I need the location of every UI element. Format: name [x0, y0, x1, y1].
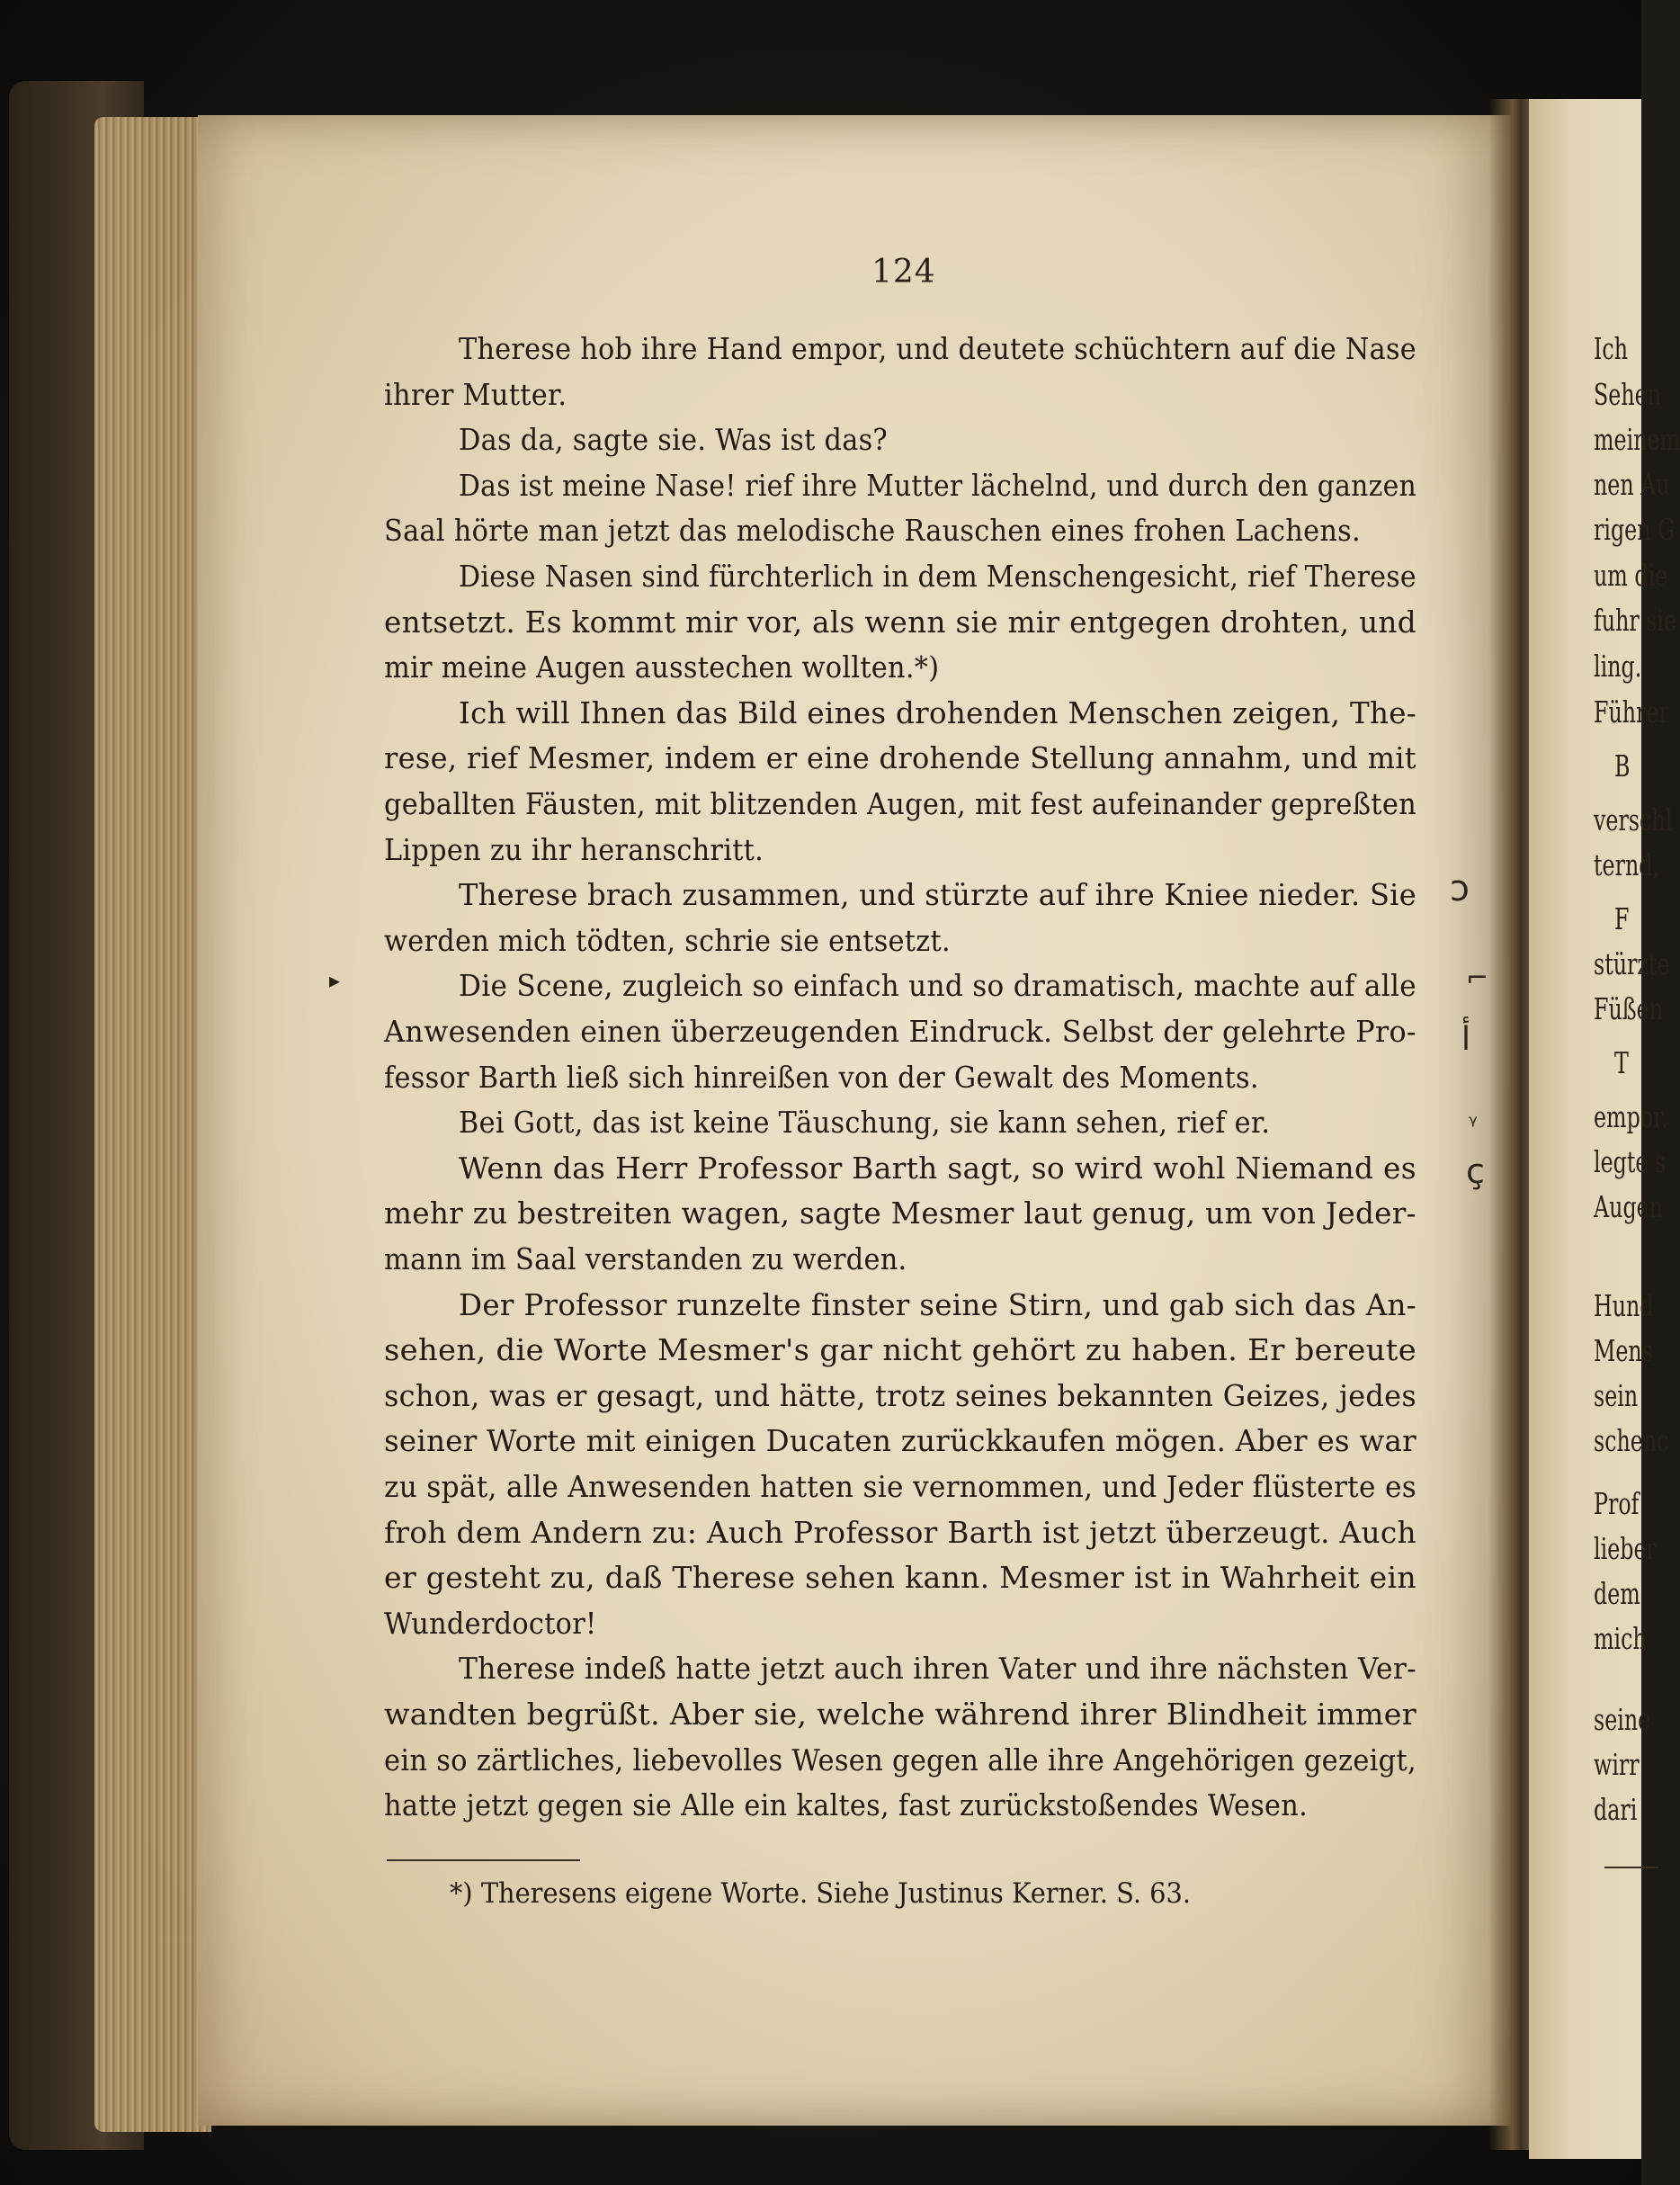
text-line: rese, rief Mesmer, indem er eine drohende Stellung annahm, und mit [384, 740, 1416, 776]
facing-footnote-rule [1604, 1867, 1658, 1868]
page-edges [94, 117, 211, 2132]
text-line: froh dem Andern zu: Auch Professor Barth ist jetzt überzeugt. Auch [384, 1514, 1416, 1550]
facing-page-fragment: stürzte [1594, 946, 1670, 981]
text-line: Therese brach zusammen, und stürzte auf ihre Kniee nieder. Sie [459, 877, 1416, 913]
facing-page [1529, 99, 1680, 2159]
margin-mark: ↄ [1450, 868, 1470, 909]
text-line: Therese indeß hatte jetzt auch ihren Vater und ihre nächsten Ver- [459, 1651, 1416, 1687]
text-line: seiner Worte mit einigen Ducaten zurückkaufen mögen. Aber es war [384, 1423, 1416, 1459]
facing-page-fragment: empor. [1594, 1099, 1668, 1134]
text-line: ihrer Mutter. [384, 376, 567, 412]
text-line: mann im Saal verstanden zu werden. [384, 1241, 907, 1276]
text-line: hatte jetzt gegen sie Alle ein kaltes, fast zurückstoßendes Wesen. [384, 1787, 1309, 1823]
text-line: er gesteht zu, daß Therese sehen kann. Mesmer ist in Wahrheit ein [384, 1560, 1416, 1596]
facing-page-fragment: mich [1594, 1621, 1647, 1656]
facing-page-fragment: Hund [1594, 1288, 1654, 1323]
text-line: Der Professor runzelte finster seine Stirn, und gab sich das An- [459, 1286, 1416, 1322]
facing-page-fragment: meinem [1594, 422, 1680, 457]
page-number: 124 [871, 254, 936, 291]
text-line: geballten Fäusten, mit blitzenden Augen, mit fest aufeinander gepreßten [384, 786, 1416, 821]
text-line: mir meine Augen ausstechen wollten.*) [384, 649, 940, 685]
facing-page-fragment: Ich [1594, 331, 1629, 366]
text-line: Bei Gott, das ist keine Täuschung, sie kann sehen, rief er. [459, 1105, 1271, 1141]
text-line: wandten begrüßt. Aber sie, welche während ihrer Blindheit immer [384, 1697, 1417, 1732]
facing-page-fragment: F [1614, 901, 1630, 936]
text-line: Wunderdoctor! [384, 1605, 597, 1641]
facing-page-fragment: dem [1594, 1576, 1640, 1611]
margin-mark: ▸ [329, 968, 341, 993]
facing-page-fragment: rigen G [1594, 512, 1676, 547]
facing-page-fragment: verschl [1594, 802, 1673, 837]
facing-page-fragment: lieber [1594, 1531, 1657, 1566]
margin-mark: ᵞ [1469, 1111, 1478, 1138]
text-line: entsetzt. Es kommt mir vor, als wenn sie mir entgegen drohten, und [384, 604, 1416, 640]
facing-page-fragment: Sehen [1594, 377, 1662, 412]
text-line: Diese Nasen sind fürchterlich in dem Menschengesicht, rief Therese [459, 559, 1416, 594]
facing-page-fragment: schenc [1594, 1423, 1669, 1458]
text-line: Wenn das Herr Professor Barth sagt, so wird wohl Niemand es [459, 1150, 1416, 1186]
footnote: *) Theresens eigene Worte. Siehe Justinus Kerner. S. 63. [450, 1877, 1192, 1910]
text-line: ein so zärtliches, liebevolles Wesen gegen alle ihre Angehörigen gezeigt, [384, 1742, 1416, 1778]
facing-page-fragment: Mens [1594, 1333, 1653, 1368]
facing-page-fragment: seine [1594, 1702, 1651, 1737]
text-line: sehen, die Worte Mesmer's gar nicht gehört zu haben. Er bereute [384, 1332, 1416, 1368]
facing-page-fragment: Augen [1594, 1189, 1664, 1224]
text-line: Lippen zu ihr heranschritt. [384, 831, 764, 867]
margin-mark: ﺃ [1461, 1021, 1471, 1058]
facing-page-fragment: Füßen [1594, 991, 1664, 1026]
facing-page-fragment: sein [1594, 1378, 1639, 1413]
facing-page-fragment: um die [1594, 558, 1668, 593]
facing-page-fragment: B [1614, 748, 1631, 784]
margin-mark: ç [1466, 1151, 1485, 1191]
facing-page-fragment: nen Au [1594, 467, 1670, 502]
text-line: werden mich tödten, schrie sie entsetzt. [384, 922, 951, 958]
margin-mark: ⌐ [1466, 963, 1489, 994]
text-line: Saal hörte man jetzt das melodische Rauschen eines frohen Lachens. [384, 513, 1361, 549]
facing-page-fragment: Führer [1594, 694, 1669, 730]
text-line: Anwesenden einen überzeugenden Eindruck. Selbst der gelehrte Pro- [384, 1014, 1416, 1049]
facing-page-fragment: dari [1594, 1792, 1638, 1827]
facing-page-fragment: wirr [1594, 1747, 1640, 1782]
text-line: Die Scene, zugleich so einfach und so dramatisch, machte auf alle [459, 968, 1416, 1004]
text-line: mehr zu bestreiten wagen, sagte Mesmer laut genug, um von Jeder- [384, 1195, 1416, 1231]
text-line: fessor Barth ließ sich hinreißen von der Gewalt des Moments. [384, 1059, 1259, 1095]
text-line: Ich will Ihnen das Bild eines drohenden Menschen zeigen, The- [459, 694, 1417, 730]
facing-page-fragment: ling. [1594, 649, 1642, 684]
text-line: schon, was er gesagt, und hätte, trotz seines bekannten Geizes, jedes [384, 1377, 1417, 1413]
footnote-rule [387, 1859, 580, 1861]
facing-page-fragment: fuhr sie [1594, 603, 1677, 638]
facing-page-fragment: Prof [1594, 1486, 1640, 1521]
text-line: Das da, sagte sie. Was ist das? [459, 422, 888, 458]
facing-page-fragment: ternd, [1594, 847, 1660, 882]
facing-page-fragment: legte s [1594, 1144, 1667, 1179]
facing-page-fragment: T [1614, 1045, 1629, 1080]
text-line: Therese hob ihre Hand empor, und deutete schüchtern auf die Nase [459, 331, 1416, 366]
text-line: Das ist meine Nase! rief ihre Mutter lächelnd, und durch den ganzen [459, 467, 1417, 503]
text-line: zu spät, alle Anwesenden hatten sie vernommen, und Jeder flüsterte es [384, 1469, 1416, 1504]
